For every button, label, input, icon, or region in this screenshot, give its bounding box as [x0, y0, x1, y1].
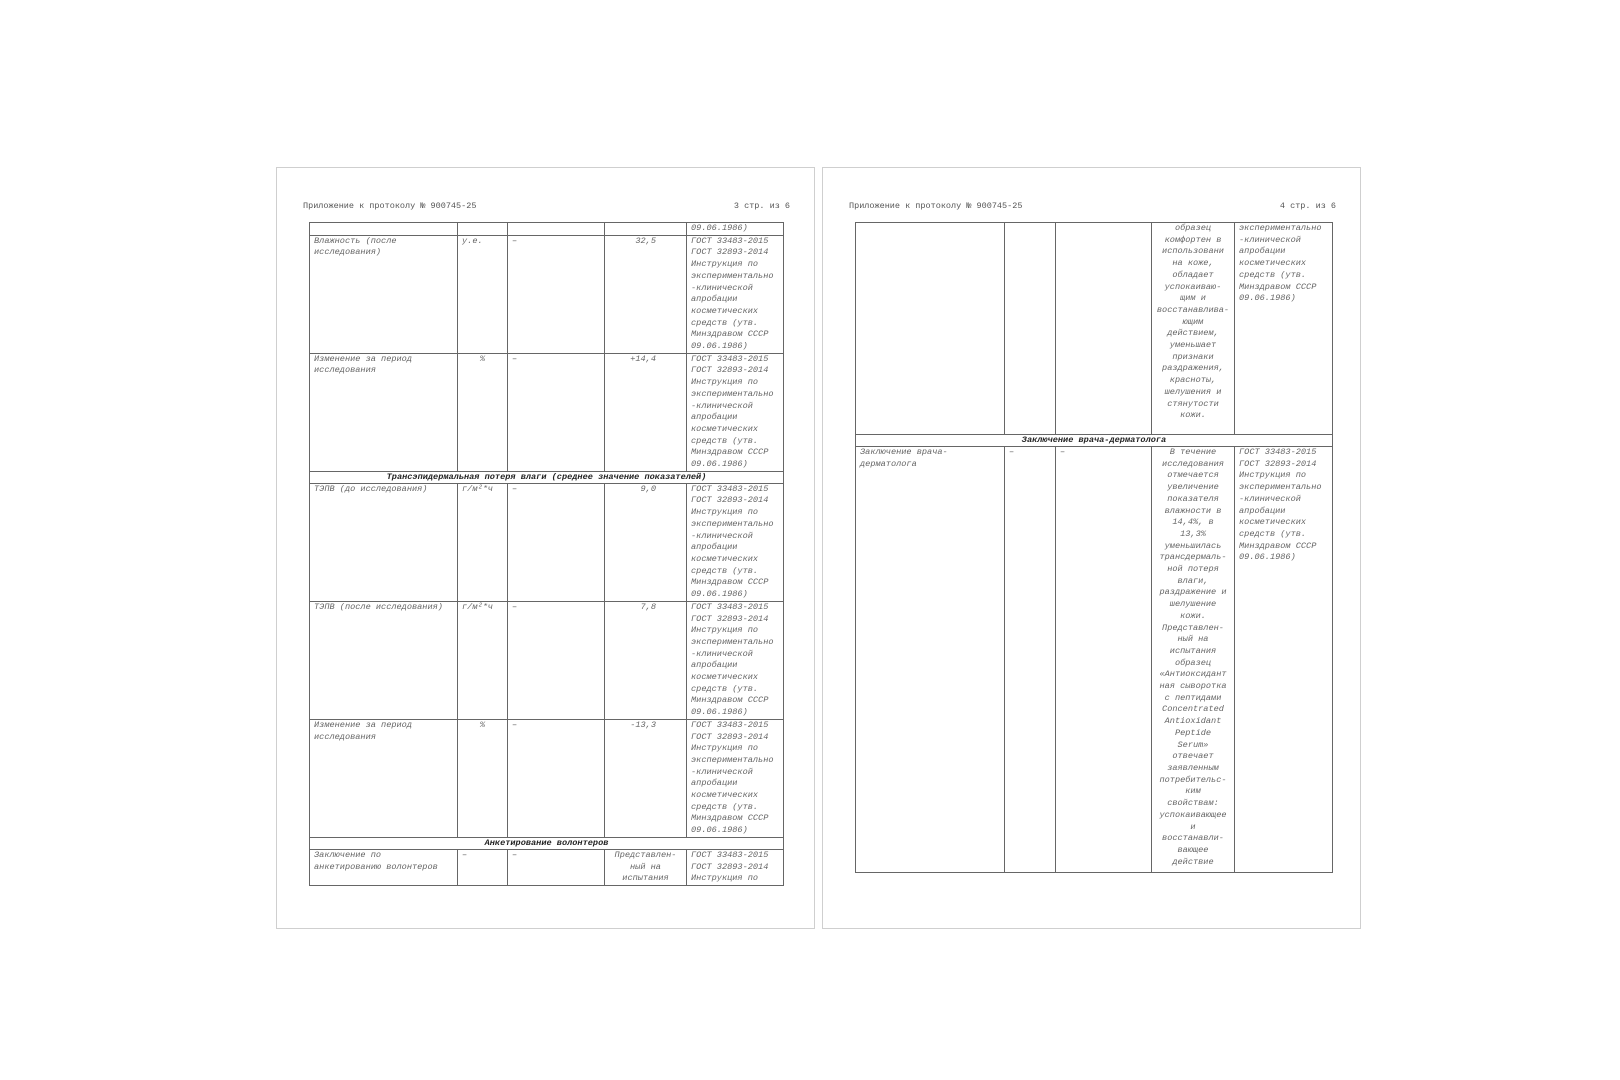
document-page-3	[276, 167, 815, 929]
result-value-line: уменьшилась	[1164, 540, 1222, 551]
test-method-line: 09.06.1986)	[691, 459, 748, 470]
parameter-name: Изменение за период исследования	[310, 719, 458, 837]
test-method-line: косметических	[691, 672, 759, 683]
result-value-line: Представлен-	[1162, 622, 1224, 633]
result-value-line: ная сыворотка	[1159, 681, 1227, 692]
test-method-line: ГОСТ 32893-2014	[691, 247, 769, 258]
result-value-line: влаги,	[1177, 575, 1209, 586]
test-method-line: Инструкция по	[691, 625, 759, 636]
test-method-line: косметических	[691, 790, 759, 801]
parameter-name: Влажность (после исследования)	[310, 235, 458, 353]
section-header-row	[856, 435, 1333, 447]
result-value-line: отвечает	[1172, 751, 1214, 762]
test-method	[687, 483, 784, 601]
result-value: 7,8	[605, 601, 687, 719]
result-value: Представлен-ный на испытания	[605, 849, 687, 885]
result-value-line: кожи.	[1180, 610, 1206, 621]
protocol-title: Приложение к протоколу № 900745-25	[849, 201, 1023, 211]
table-row	[310, 235, 784, 353]
unit	[1005, 223, 1056, 435]
result-value	[605, 223, 687, 236]
test-method-line: -клинической	[1239, 493, 1301, 504]
result-value-line: обладает	[1172, 269, 1214, 280]
result-value-line: исследования	[1162, 458, 1224, 469]
parameter-name: Изменение за период исследования	[310, 353, 458, 471]
test-method-line: Минздравом СССР	[691, 447, 769, 458]
test-method	[687, 353, 784, 471]
test-method-line: апробации	[691, 294, 738, 305]
test-method-line: средств (утв.	[691, 317, 759, 328]
test-method-line: 09.06.1986)	[691, 341, 748, 352]
test-method-line: апробации	[691, 412, 738, 423]
result-value	[1152, 447, 1235, 873]
test-method-line: 09.06.1986)	[691, 825, 748, 836]
test-method-line: экспериментально	[691, 518, 774, 529]
test-method-line: -клинической	[691, 766, 753, 777]
test-method-line: 09.06.1986)	[1239, 293, 1296, 304]
test-method	[687, 601, 784, 719]
result-value-line: ной потеря	[1167, 564, 1219, 575]
test-method-line: Минздравом СССР	[691, 577, 769, 588]
results-table	[855, 222, 1333, 873]
result-value-line: ющим	[1182, 316, 1204, 327]
unit: –	[458, 849, 508, 885]
result-value-line: «Антиоксидант	[1159, 669, 1227, 680]
test-method-line: Инструкция по	[691, 507, 759, 518]
table-row	[310, 223, 784, 236]
result-value-line: использовани	[1162, 246, 1224, 257]
test-method-line: средств (утв.	[1239, 528, 1307, 539]
test-method-line: -клинической	[691, 530, 753, 541]
test-method-line: ГОСТ 33483-2015	[691, 601, 769, 612]
result-value-line: Antioxidant	[1164, 716, 1222, 727]
norm: –	[508, 353, 605, 471]
test-method-line: экспериментально	[691, 636, 774, 647]
test-method-line: косметических	[691, 553, 759, 564]
section-title: Трансэпидермальная потеря влаги (среднее значение показателей)	[310, 471, 784, 483]
test-method-line: средств (утв.	[691, 435, 759, 446]
norm	[508, 223, 605, 236]
result-value-line: действие	[1172, 856, 1214, 867]
result-value-line: испытания	[1169, 645, 1217, 656]
test-method-line: апробации	[691, 542, 738, 553]
unit: %	[458, 719, 508, 837]
test-method	[1235, 223, 1333, 435]
test-method-line: средств (утв.	[691, 801, 759, 812]
result-value-line: признаки	[1172, 351, 1214, 362]
result-value-line: 14,4%, в	[1172, 517, 1214, 528]
test-method-line: ГОСТ 32893-2014	[691, 365, 769, 376]
page-number: 3 стр. из 6	[733, 201, 790, 211]
test-method-line: ГОСТ 33483-2015	[691, 353, 769, 364]
test-method-line: косметических	[1239, 517, 1307, 528]
parameter-name	[856, 223, 1005, 435]
unit: %	[458, 353, 508, 471]
test-method-line: апробации	[691, 778, 738, 789]
result-value-line: Peptide	[1174, 727, 1212, 738]
result-value-line: восстанавлива-	[1156, 304, 1230, 315]
test-method-line: апробации	[691, 660, 738, 671]
result-value-line: образец	[1174, 657, 1212, 668]
table-row	[310, 353, 784, 471]
test-method-line: ГОСТ 33483-2015	[691, 483, 769, 494]
result-value-line: вающее	[1177, 844, 1209, 855]
result-value-line: образец	[1174, 223, 1212, 233]
result-value-line: раздражение и	[1159, 587, 1227, 598]
result-value-line: красноты,	[1169, 375, 1217, 386]
result-value	[1152, 223, 1235, 435]
result-value-line: ким	[1185, 786, 1201, 797]
table-row	[856, 447, 1333, 873]
test-method-line: Инструкция по	[691, 873, 759, 884]
test-method-line: -клинической	[691, 648, 753, 659]
result-value-line: успокаиваю-	[1164, 281, 1222, 292]
section-title: Заключение врача-дерматолога	[856, 435, 1333, 447]
test-method-line: косметических	[1239, 258, 1307, 269]
parameter-name: ТЭПВ (после исследования)	[310, 601, 458, 719]
result-value: 32,5	[605, 235, 687, 353]
result-value-line: и	[1190, 821, 1196, 832]
norm: –	[508, 483, 605, 601]
result-value-line: действием,	[1167, 328, 1219, 339]
test-method-line: средств (утв.	[691, 683, 759, 694]
norm	[1056, 223, 1152, 435]
result-value-line: ный на	[1177, 634, 1209, 645]
result-value-line: стянутости	[1167, 398, 1219, 409]
page-number: 4 стр. из 6	[1279, 201, 1336, 211]
unit: у.е.	[458, 235, 508, 353]
result-value: 9,0	[605, 483, 687, 601]
result-value-line: с пептидами	[1164, 692, 1222, 703]
result-value-line: раздражения,	[1162, 363, 1224, 374]
result-value-line: кожи.	[1180, 410, 1206, 421]
test-method-line: средств (утв.	[691, 565, 759, 576]
result-value-line: отмечается	[1167, 470, 1219, 481]
table-row	[310, 849, 784, 885]
test-method	[1235, 447, 1333, 873]
test-method-line: ГОСТ 32893-2014	[1239, 458, 1317, 469]
parameter-name: Заключение врача-дерматолога	[856, 447, 1005, 873]
test-method-line: косметических	[691, 305, 759, 316]
section-header-row	[310, 471, 784, 483]
test-method-line: Минздравом СССР	[1239, 540, 1317, 551]
test-method	[687, 849, 784, 885]
test-method-line: Минздравом СССР	[691, 695, 769, 706]
unit: г/м²*ч	[458, 483, 508, 601]
result-value-line: В течение	[1169, 447, 1217, 457]
test-method-line: экспериментально	[1239, 223, 1322, 233]
result-value-line: увеличение	[1167, 482, 1219, 493]
result-value-line: Serum»	[1177, 739, 1209, 750]
unit: –	[1005, 447, 1056, 873]
table-row	[310, 719, 784, 837]
result-value-line: потребительс-	[1159, 774, 1227, 785]
test-method-line: экспериментально	[1239, 482, 1322, 493]
test-method-line: -клинической	[1239, 234, 1301, 245]
test-method-line: ГОСТ 32893-2014	[691, 495, 769, 506]
parameter-name: Заключение по анкетированию волонтеров	[310, 849, 458, 885]
test-method-line: Минздравом СССР	[1239, 281, 1317, 292]
norm: –	[1056, 447, 1152, 873]
result-value-line: заявленным	[1167, 762, 1219, 773]
test-method-line: ГОСТ 32893-2014	[691, 613, 769, 624]
test-method-line: Минздравом СССР	[691, 329, 769, 340]
table-row	[856, 223, 1333, 435]
test-method-line: косметических	[691, 423, 759, 434]
test-method-line: 09.06.1986)	[691, 223, 748, 233]
test-method-line: Инструкция по	[691, 259, 759, 270]
test-method-line: -клинической	[691, 400, 753, 411]
test-method	[687, 223, 784, 236]
result-value-line: шелушения и	[1164, 386, 1222, 397]
norm: –	[508, 601, 605, 719]
test-method-line: апробации	[1239, 505, 1286, 516]
test-method-line: апробации	[1239, 246, 1286, 257]
test-method-line: ГОСТ 32893-2014	[691, 731, 769, 742]
test-method-line: ГОСТ 33483-2015	[691, 235, 769, 246]
test-method-line: 09.06.1986)	[691, 589, 748, 600]
test-method-line: ГОСТ 32893-2014	[691, 861, 769, 872]
result-value-line: восстанавли-	[1162, 833, 1224, 844]
parameter-name: ТЭПВ (до исследования)	[310, 483, 458, 601]
test-method-line: экспериментально	[691, 388, 774, 399]
test-method-line: средств (утв.	[1239, 269, 1307, 280]
test-method-line: Минздравом СССР	[691, 813, 769, 824]
unit	[458, 223, 508, 236]
result-value: -13,3	[605, 719, 687, 837]
test-method-line: 09.06.1986)	[1239, 552, 1296, 563]
table-row	[310, 601, 784, 719]
parameter-name	[310, 223, 458, 236]
result-value-line: уменьшает	[1169, 340, 1217, 351]
test-method	[687, 719, 784, 837]
result-value-line: влажности в	[1164, 505, 1222, 516]
page-header	[849, 201, 1336, 211]
test-method-line: Инструкция по	[1239, 470, 1307, 481]
result-value-line: успокаивающее	[1159, 809, 1227, 820]
result-value-line: комфортен в	[1164, 234, 1222, 245]
protocol-title: Приложение к протоколу № 900745-25	[303, 201, 477, 211]
test-method-line: ГОСТ 33483-2015	[691, 849, 769, 860]
result-value-line: Concentrated	[1162, 704, 1224, 715]
results-table	[309, 222, 784, 886]
result-value-line: щим и	[1180, 293, 1206, 304]
section-header-row	[310, 837, 784, 849]
norm: –	[508, 849, 605, 885]
norm: –	[508, 719, 605, 837]
test-method-line: -клинической	[691, 282, 753, 293]
test-method-line: экспериментально	[691, 270, 774, 281]
norm: –	[508, 235, 605, 353]
test-method-line: Инструкция по	[691, 743, 759, 754]
unit: г/м²*ч	[458, 601, 508, 719]
page-header	[303, 201, 790, 211]
result-value: +14,4	[605, 353, 687, 471]
table-row	[310, 483, 784, 601]
section-title: Анкетирование волонтеров	[310, 837, 784, 849]
result-value-line: свойствам:	[1167, 798, 1219, 809]
document-page-4	[822, 167, 1361, 929]
result-value-line: шелушение	[1169, 599, 1217, 610]
test-method-line: 09.06.1986)	[691, 707, 748, 718]
result-value-line: на коже,	[1172, 258, 1214, 269]
test-method-line: Инструкция по	[691, 377, 759, 388]
test-method-line: экспериментально	[691, 754, 774, 765]
test-method-line: ГОСТ 33483-2015	[691, 719, 769, 730]
test-method	[687, 235, 784, 353]
test-method-line: ГОСТ 33483-2015	[1239, 447, 1317, 457]
result-value-line: показателя	[1167, 493, 1219, 504]
result-value-line: трансдермаль-	[1159, 552, 1227, 563]
result-value-line: 13,3%	[1180, 528, 1206, 539]
